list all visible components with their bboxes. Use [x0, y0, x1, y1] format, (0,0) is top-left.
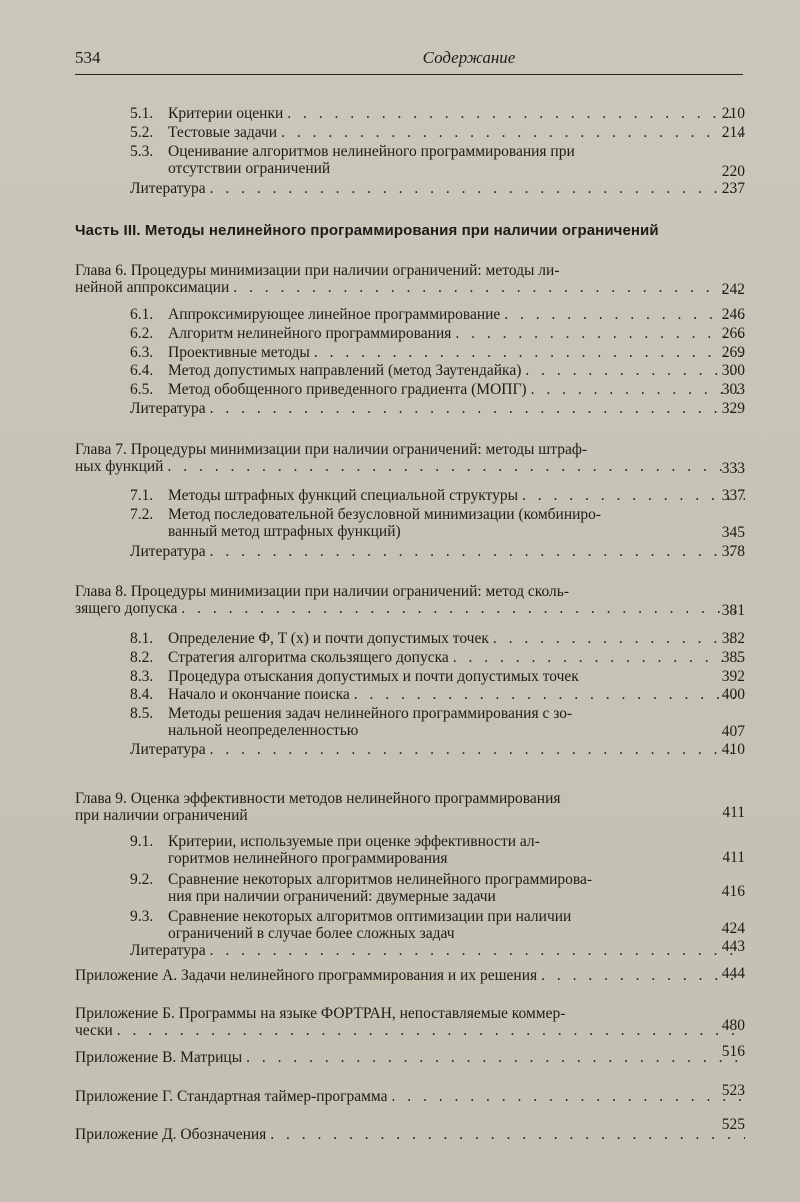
toc-entry[interactable] [130, 833, 745, 867]
entry-title: Литература [130, 942, 206, 959]
page-ref: 444 [721, 965, 745, 982]
page-ref: 210 [721, 105, 745, 122]
page-ref: 237 [721, 180, 745, 197]
toc-entry[interactable] [130, 668, 745, 685]
chapter-heading[interactable] [75, 583, 745, 617]
page-ref: 220 [721, 163, 745, 180]
page-header [75, 46, 743, 75]
page-ref: 266 [721, 325, 745, 342]
entry-title: Литература [130, 543, 206, 560]
entry-number: 9.1. [130, 833, 154, 850]
entry-title: Приложение Б. Программы на языке ФОРТРАН, непоставляемые коммер- [75, 1005, 566, 1022]
entry-title-continued: ограничений в случае более сложных задач [168, 925, 455, 942]
toc-entry[interactable] [130, 143, 745, 180]
entry-title-continued: ванный метод штрафных функций) [168, 523, 401, 540]
entry-title: Приложение Г. Стандартная таймер-программа [75, 1088, 388, 1105]
entry-number: 7.2. [130, 506, 154, 523]
entry-title: Сравнение некоторых алгоритмов нелинейного программирова- [168, 871, 593, 888]
toc-entry[interactable] [130, 362, 745, 379]
entry-title: Глава 6. Процедуры минимизации при наличии ограничений: методы ли- [75, 262, 560, 279]
entry-title-continued: горитмов нелинейного программирования [168, 850, 448, 867]
entry-title: Методы штрафных функций специальной структуры [168, 487, 519, 504]
dot-leader [206, 942, 745, 959]
entry-number: 8.2. [130, 649, 154, 666]
appendix-entry[interactable] [75, 1043, 745, 1066]
dot-leader [283, 105, 745, 122]
toc-entry[interactable] [130, 938, 745, 959]
dot-leader [177, 600, 745, 617]
entry-number: 5.3. [130, 143, 154, 160]
page-ref: 400 [721, 686, 745, 703]
page-ref: 411 [722, 849, 745, 866]
entry-title: Стратегия алгоритма скользящего допуска [168, 649, 449, 666]
entry-title: Сравнение некоторых алгоритмов оптимизации при наличии [168, 908, 572, 925]
page-ref: 345 [721, 524, 745, 541]
toc-entry[interactable] [130, 306, 745, 323]
entry-title: Алгоритм нелинейного программирования [168, 325, 452, 342]
page-ref: 480 [721, 1017, 745, 1034]
page-ref: 523 [721, 1082, 745, 1099]
entry-number: 9.3. [130, 908, 154, 925]
page-ref: 516 [721, 1043, 745, 1060]
entry-title: Проективные методы [168, 344, 310, 361]
entry-title: Метод обобщенного приведенного градиента (МОПГ) [168, 381, 527, 398]
entry-title: Глава 9. Оценка эффективности методов нелинейного программирования [75, 790, 561, 807]
entry-title: Начало и окончание поиска [168, 686, 350, 703]
page-ref: 242 [721, 281, 745, 298]
dot-leader [206, 400, 745, 417]
entry-number: 8.5. [130, 705, 154, 722]
toc-entry[interactable] [130, 506, 745, 540]
entry-title: Определение Φ, T (x) и почти допустимых точек [168, 630, 489, 647]
entry-title: ных функций [75, 458, 164, 475]
toc-entry[interactable] [130, 344, 745, 361]
dot-leader [206, 180, 745, 197]
page-ref: 269 [721, 344, 745, 361]
appendix-entry[interactable] [75, 1005, 745, 1039]
toc-entry[interactable] [130, 686, 745, 703]
entry-title: Глава 8. Процедуры минимизации при наличии ограничений: метод сколь- [75, 583, 570, 600]
entry-title: Оценивание алгоритмов нелинейного программирования при [168, 143, 575, 160]
chapter-heading[interactable] [75, 441, 745, 475]
entry-number: 8.3. [130, 668, 154, 685]
entry-title: Методы решения задач нелинейного программирования с зо- [168, 705, 573, 722]
dot-leader [242, 1049, 745, 1066]
dot-leader [229, 279, 745, 296]
page-ref: 424 [721, 920, 745, 937]
entry-title: Тестовые задачи [168, 124, 278, 141]
entry-title: Литература [130, 741, 206, 758]
entry-number: 8.1. [130, 630, 154, 647]
appendix-entry[interactable] [75, 1116, 745, 1143]
entry-number: 6.5. [130, 381, 154, 398]
toc-entry[interactable] [130, 649, 745, 666]
entry-title: чески [75, 1022, 113, 1039]
toc-entry[interactable] [130, 105, 745, 122]
toc-entry[interactable] [130, 908, 745, 942]
dot-leader [266, 1126, 745, 1143]
page-ref: 416 [721, 883, 745, 900]
page-ref: 246 [721, 306, 745, 323]
toc-entry[interactable] [130, 325, 745, 342]
chapter-heading[interactable] [75, 790, 745, 824]
appendix-entry[interactable] [75, 967, 745, 984]
page-ref: 382 [721, 630, 745, 647]
page-ref: 329 [721, 400, 745, 417]
page-ref: 300 [721, 362, 745, 379]
toc-entry[interactable] [130, 487, 745, 504]
entry-title-continued: ния при наличии ограничений: двумерные задачи [168, 888, 496, 905]
entry-number: 6.2. [130, 325, 154, 342]
entry-title: Приложение А. Задачи нелинейного программирования и их решения [75, 967, 538, 984]
page-ref: 214 [721, 124, 745, 141]
toc-entry[interactable] [130, 124, 745, 141]
running-title: Содержание [422, 48, 516, 67]
page-ref: 411 [722, 804, 745, 821]
entry-title: Литература [130, 400, 206, 417]
toc-entry[interactable] [130, 400, 745, 417]
entry-title: при наличии ограничений [75, 807, 248, 824]
entry-number: 9.2. [130, 871, 154, 888]
entry-number: 5.1. [130, 105, 154, 122]
entry-title: Критерии, используемые при оценке эффективности ал- [168, 833, 540, 850]
page-ref: 303 [721, 381, 745, 398]
entry-number: 8.4. [130, 686, 154, 703]
toc-entry[interactable] [130, 543, 745, 560]
entry-title: зящего допуска [75, 600, 178, 617]
entry-title: Аппроксимирующее линейное программирование [168, 306, 501, 323]
dot-leader [163, 458, 745, 475]
page-ref: 392 [721, 668, 745, 685]
entry-title: Литература [130, 180, 206, 197]
toc-entry[interactable] [130, 741, 745, 758]
dot-leader [206, 741, 745, 758]
page-ref: 378 [721, 543, 745, 560]
entry-title: Приложение В. Матрицы [75, 1049, 243, 1066]
toc-entry[interactable] [130, 705, 745, 739]
page-number: 534 [75, 48, 101, 67]
page-ref: 333 [721, 460, 745, 477]
dot-leader [387, 1088, 745, 1105]
entry-number: 5.2. [130, 124, 154, 141]
dot-leader [277, 124, 745, 141]
entry-number: 6.4. [130, 362, 154, 379]
page-ref: 525 [721, 1116, 745, 1133]
entry-number: 6.3. [130, 344, 154, 361]
chapter-heading[interactable] [75, 262, 745, 296]
page-ref: 410 [721, 741, 745, 758]
entry-title-continued: отсутствии ограничений [168, 160, 331, 177]
part-heading: Часть III. Методы нелинейного программирования при наличии ограничений [75, 222, 659, 239]
entry-title: Критерии оценки [168, 105, 284, 122]
entry-number: 6.1. [130, 306, 154, 323]
toc-entry[interactable] [130, 180, 745, 197]
entry-title: Метод допустимых направлений (метод Заутендайка) [168, 362, 522, 379]
appendix-entry[interactable] [75, 1082, 745, 1105]
page-ref: 385 [721, 649, 745, 666]
entry-title: Метод последовательной безусловной минимизации (комбиниро- [168, 506, 602, 523]
page-ref: 381 [721, 602, 745, 619]
dot-leader [113, 1022, 745, 1039]
entry-number: 7.1. [130, 487, 154, 504]
page-ref: 407 [721, 723, 745, 740]
dot-leader [310, 344, 745, 361]
entry-title: Глава 7. Процедуры минимизации при наличии ограничений: методы штраф- [75, 441, 588, 458]
toc-entry[interactable] [130, 630, 745, 647]
dot-leader [206, 543, 745, 560]
dot-leader [350, 686, 745, 703]
toc-entry[interactable] [130, 871, 745, 905]
entry-title-continued: нальной неопределенностью [168, 722, 359, 739]
entry-title: нейной аппроксимации [75, 279, 230, 296]
entry-title: Процедура отыскания допустимых и почти допустимых точек [168, 668, 579, 685]
page-ref: 443 [721, 938, 745, 955]
entry-title: Приложение Д. Обозначения [75, 1126, 267, 1143]
toc-entry[interactable] [130, 381, 745, 398]
page-ref: 337 [721, 487, 745, 504]
